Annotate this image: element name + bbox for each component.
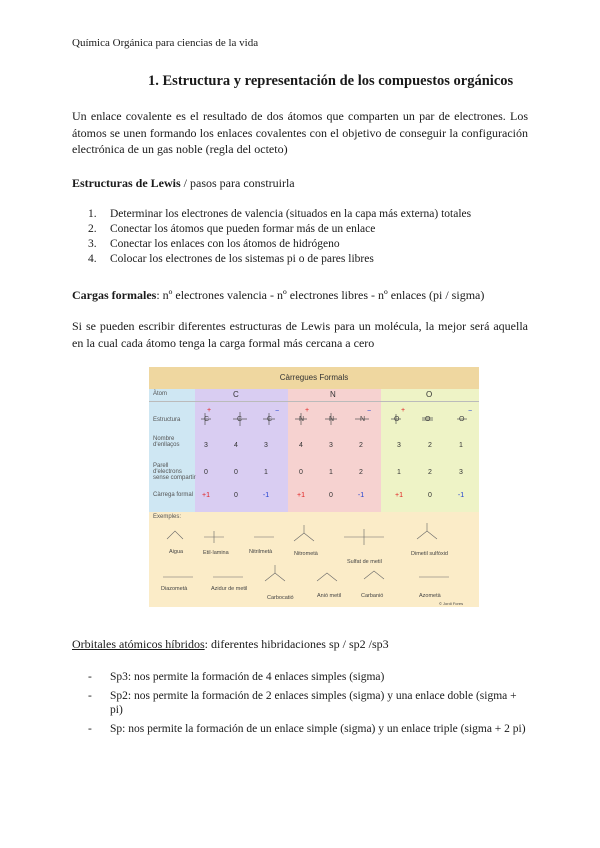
section-title: 1. Estructura y representación de los compuestos orgánicos bbox=[148, 73, 514, 89]
bonds-value: 2 bbox=[359, 442, 363, 449]
formal-charges-figure bbox=[149, 367, 479, 607]
list-item: - Sp3: nos permite la formación de 4 enlaces simples (sigma) bbox=[88, 671, 385, 683]
charge-value: +1 bbox=[202, 492, 210, 499]
lone-pairs-value: 0 bbox=[204, 469, 208, 476]
svg-text:−: − bbox=[275, 408, 280, 415]
cargas-heading-bold: Cargas formales bbox=[72, 288, 157, 302]
charge-value: +1 bbox=[395, 492, 403, 499]
example-name: Carbocatió bbox=[267, 595, 294, 601]
bonds-value: 3 bbox=[397, 442, 401, 449]
row-label-charge: Càrrega formal bbox=[153, 492, 194, 498]
divider bbox=[149, 401, 479, 402]
charge-value: 0 bbox=[428, 492, 432, 499]
charge-value: 0 bbox=[329, 492, 333, 499]
bonds-value: 3 bbox=[329, 442, 333, 449]
atom-label: Àtom bbox=[153, 391, 168, 397]
example-name: Nitrilmetà bbox=[249, 549, 273, 555]
svg-text:C: C bbox=[237, 416, 243, 423]
bonds-value: 3 bbox=[264, 442, 268, 449]
example-name: Aigua bbox=[169, 549, 184, 555]
lone-pairs-value: 1 bbox=[329, 469, 333, 476]
svg-text:N: N bbox=[299, 416, 305, 423]
figure-credit: © Jordi Fores bbox=[439, 601, 464, 606]
lewis-heading-bold: Estructuras de Lewis bbox=[72, 176, 181, 190]
svg-text:O: O bbox=[459, 416, 465, 423]
row-label-structure: Estructura bbox=[153, 417, 181, 423]
lewis-heading-rest: / pasos para construirla bbox=[180, 176, 295, 190]
example-name: Etil·lamina bbox=[203, 550, 229, 556]
lewis-structures bbox=[195, 405, 479, 433]
row-label-bonds: Nombre d'enllaços bbox=[153, 436, 180, 448]
svg-text:N: N bbox=[329, 416, 335, 423]
cargas-heading-rest: : nº electrones valencia - nº electrones libres - nº enlaces (pi / sigma) bbox=[156, 288, 485, 302]
charge-value: -1 bbox=[262, 492, 270, 499]
lewis-steps-list bbox=[88, 207, 471, 267]
list-item: 2. Conectar los átomos que pueden formar más de un enlace bbox=[88, 223, 376, 235]
example-name: Diazometà bbox=[161, 586, 188, 592]
lone-pairs-value: 0 bbox=[299, 469, 303, 476]
bonds-value: 2 bbox=[428, 442, 432, 449]
row-label-lone-pairs: Parell d'electrons sense compartir bbox=[153, 463, 196, 481]
charge-value: 0 bbox=[234, 492, 238, 499]
list-item: - Sp: nos permite la formación de un enlace simple (sigma) y un enlace triple (sigma + 2 pi) bbox=[88, 722, 526, 735]
cargas-formales-line bbox=[72, 287, 528, 304]
charge-value: +1 bbox=[297, 492, 305, 499]
figure-title: Càrregues Formals bbox=[149, 367, 479, 389]
bonds-value: 4 bbox=[234, 442, 238, 449]
svg-text:−: − bbox=[367, 408, 372, 415]
svg-text:−: − bbox=[468, 408, 473, 415]
lone-pairs-value: 1 bbox=[397, 469, 401, 476]
svg-text:C: C bbox=[204, 416, 210, 423]
list-item: 3. Conectar los enlaces con los átomos de hidrógeno bbox=[88, 238, 340, 250]
example-name: Carbanió bbox=[361, 593, 384, 599]
lone-pairs-value: 1 bbox=[264, 469, 268, 476]
example-name: Anió metil bbox=[317, 593, 342, 599]
atom-o: O bbox=[426, 390, 433, 399]
orbitales-rest: : diferentes hibridaciones sp / sp2 /sp3 bbox=[204, 637, 389, 651]
list-item: - Sp2: nos permite la formación de 2 enlaces simples (sigma) y una enlace doble (sigma + pi) bbox=[88, 689, 517, 716]
lewis-paragraph: Si se pueden escribir diferentes estructuras de Lewis para un molécula, la mejor será aquella en la cual cada átomo tenga la carga formal más cercana a cero bbox=[72, 319, 528, 350]
svg-text:C: C bbox=[267, 416, 273, 423]
charge-value: -1 bbox=[457, 492, 465, 499]
example-name: Nitrometà bbox=[294, 551, 318, 557]
example-name: Azidur de metil bbox=[211, 586, 248, 592]
charge-value: -1 bbox=[357, 492, 365, 499]
example-molecules bbox=[149, 517, 479, 605]
orbitales-heading: Orbitales atómicos híbridos bbox=[72, 637, 205, 651]
atom-c: C bbox=[233, 390, 239, 399]
svg-text:+: + bbox=[401, 407, 406, 414]
lone-pairs-value: 2 bbox=[428, 469, 432, 476]
document-header: Química Orgánica para ciencias de la vida bbox=[72, 37, 259, 49]
example-name: Azometà bbox=[419, 593, 441, 599]
bonds-value: 3 bbox=[204, 442, 208, 449]
example-name: Dimetil sulfòxid bbox=[411, 551, 448, 557]
hybridization-list bbox=[88, 670, 528, 740]
list-item: 4. Colocar los electrones de los sistemas pi o de pares libres bbox=[88, 253, 374, 265]
lone-pairs-value: 0 bbox=[234, 469, 238, 476]
lewis-heading bbox=[72, 175, 528, 192]
bonds-value: 1 bbox=[459, 442, 463, 449]
list-item: 1. Determinar los electrones de valencia (situados en la capa más externa) totales bbox=[88, 208, 472, 220]
svg-text:N: N bbox=[360, 416, 366, 423]
svg-text:+: + bbox=[305, 407, 310, 414]
svg-text:O: O bbox=[425, 416, 431, 423]
example-name: Sulfat de metil bbox=[347, 559, 382, 565]
svg-text:+: + bbox=[207, 407, 212, 414]
svg-text:O: O bbox=[394, 416, 400, 423]
examples-label: Exemples: bbox=[153, 514, 182, 520]
intro-paragraph: Un enlace covalente es el resultado de dos átomos que comparten un par de electrones. Los átomos se unen formando los enlaces covalentes con el objetivo de conseguir la configuración electrónica de un gas noble (regla del octeto) bbox=[72, 109, 528, 156]
lone-pairs-value: 3 bbox=[459, 469, 463, 476]
bonds-value: 4 bbox=[299, 442, 303, 449]
atom-n: N bbox=[330, 390, 336, 399]
orbitales-line bbox=[72, 636, 528, 653]
lone-pairs-value: 2 bbox=[359, 469, 363, 476]
